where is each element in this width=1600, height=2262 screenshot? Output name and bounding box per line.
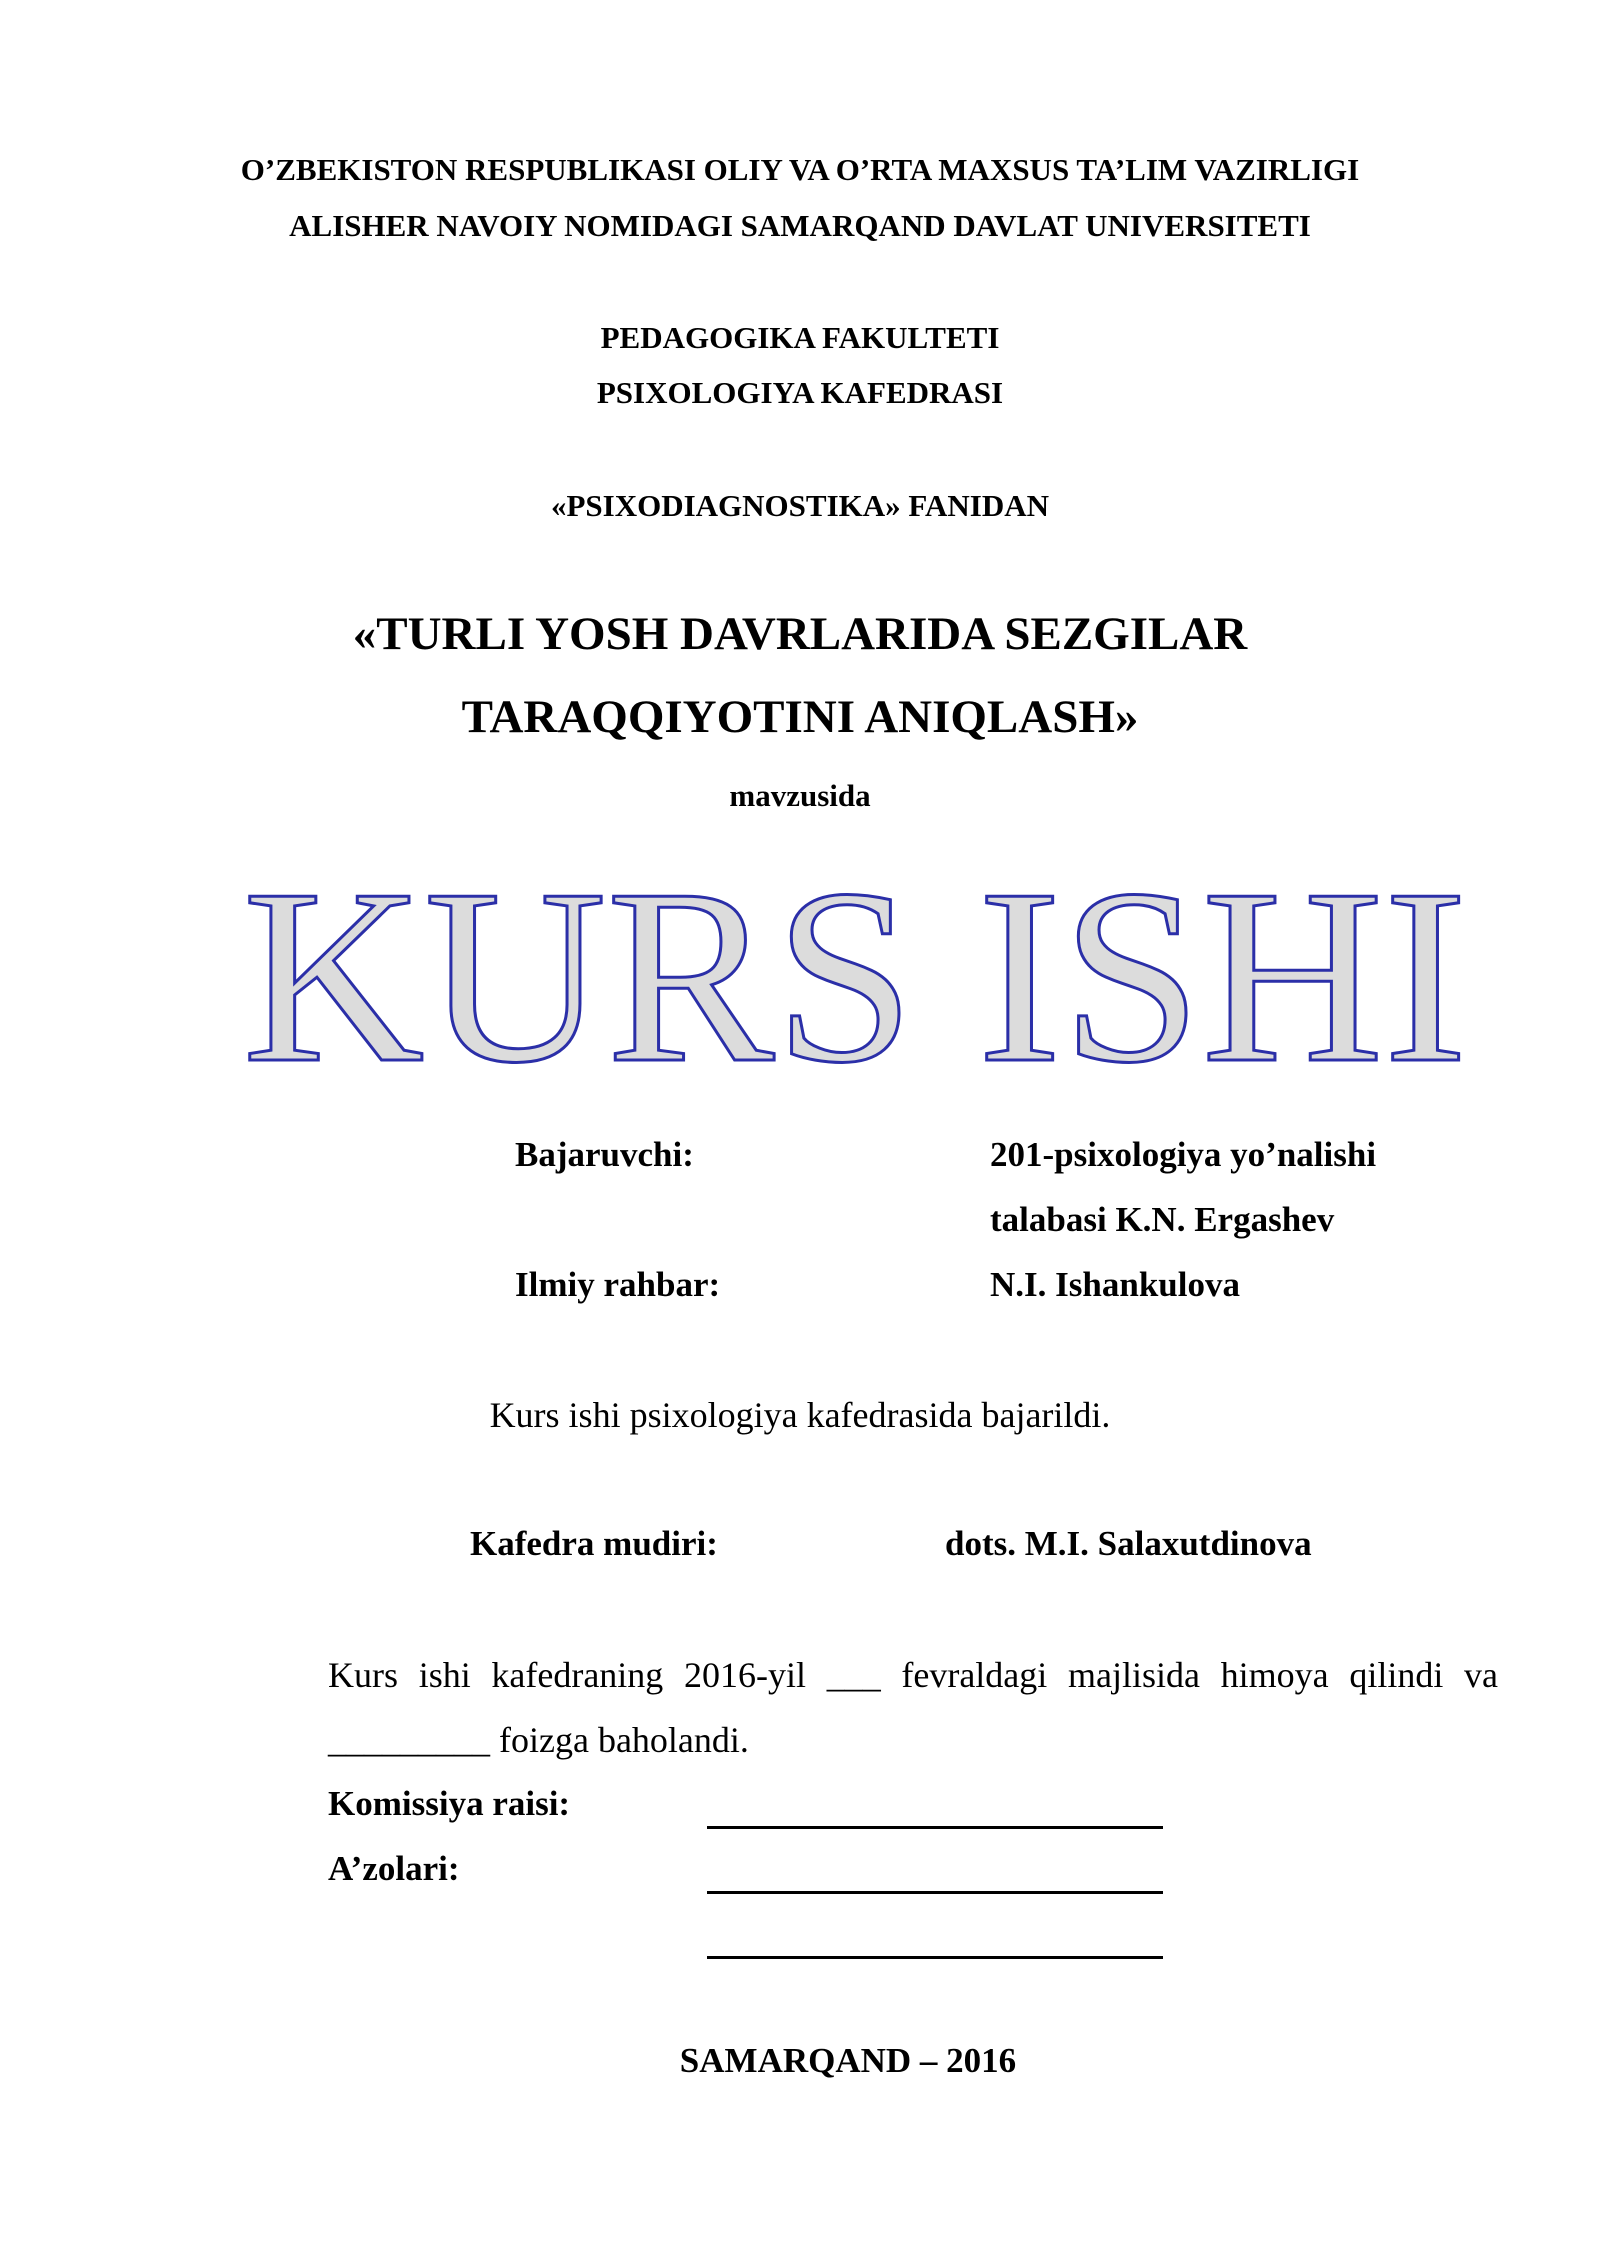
executor-name: talabasi K.N. Ergashev xyxy=(990,1200,1335,1239)
defense-word: ishi xyxy=(418,1655,471,1695)
topic-title-line2: TARAQQIYOTINI ANIQLASH» xyxy=(461,691,1139,743)
completion-note: Kurs ishi psixologiya kafedrasida bajarildi. xyxy=(489,1395,1111,1435)
ministry-name: O’ZBEKISTON RESPUBLIKASI OLIY VA O’RTA MAXSUS TA’LIM VAZIRLIGI xyxy=(240,152,1360,187)
defense-word: 2016-yil xyxy=(684,1655,806,1695)
department-name: PSIXOLOGIYA KAFEDRASI xyxy=(596,375,1004,410)
defense-word: va xyxy=(1464,1655,1499,1695)
executor-label: Bajaruvchi: xyxy=(515,1135,694,1174)
head-name: dots. M.I. Salaxutdinova xyxy=(945,1524,1312,1563)
executor-program: 201-psixologiya yo’nalishi xyxy=(990,1135,1377,1174)
commission-members-label: A’zolari: xyxy=(328,1849,460,1888)
work-type-title: KURS ISHI xyxy=(242,855,1468,1085)
defense-word: qilindi xyxy=(1349,1655,1444,1695)
city-year-footer: SAMARQAND – 2016 xyxy=(679,2041,1017,2080)
faculty-name: PEDAGOGIKA FAKULTETI xyxy=(600,320,1000,355)
defense-paragraph-line1 xyxy=(328,1654,1498,1696)
head-label: Kafedra mudiri: xyxy=(470,1524,718,1563)
supervisor-name: N.I. Ishankulova xyxy=(990,1265,1240,1304)
defense-word: himoya xyxy=(1220,1655,1329,1695)
defense-word: ___ xyxy=(826,1655,881,1695)
commission-member-signature-line-2 xyxy=(707,1956,1163,1959)
commission-member-signature-line-1 xyxy=(707,1891,1163,1894)
defense-word: kafedraning xyxy=(491,1655,664,1695)
university-name: ALISHER NAVOIY NOMIDAGI SAMARQAND DAVLAT UNIVERSITETI xyxy=(289,208,1311,243)
work-type-wordart xyxy=(230,855,1480,1085)
defense-word: Kurs xyxy=(328,1655,398,1695)
subject-name: «PSIXODIAGNOSTIKA» FANIDAN xyxy=(550,488,1050,523)
defense-word: majlisida xyxy=(1067,1655,1200,1695)
commission-chair-label: Komissiya raisi: xyxy=(328,1784,571,1823)
defense-paragraph-line2: _________ foizga baholandi. xyxy=(328,1720,749,1760)
topic-suffix: mavzusida xyxy=(729,778,871,813)
defense-word: fevraldagi xyxy=(901,1655,1048,1695)
topic-title-line1: «TURLI YOSH DAVRLARIDA SEZGILAR xyxy=(352,608,1248,660)
supervisor-label: Ilmiy rahbar: xyxy=(515,1265,721,1304)
commission-chair-signature-line xyxy=(707,1826,1163,1829)
